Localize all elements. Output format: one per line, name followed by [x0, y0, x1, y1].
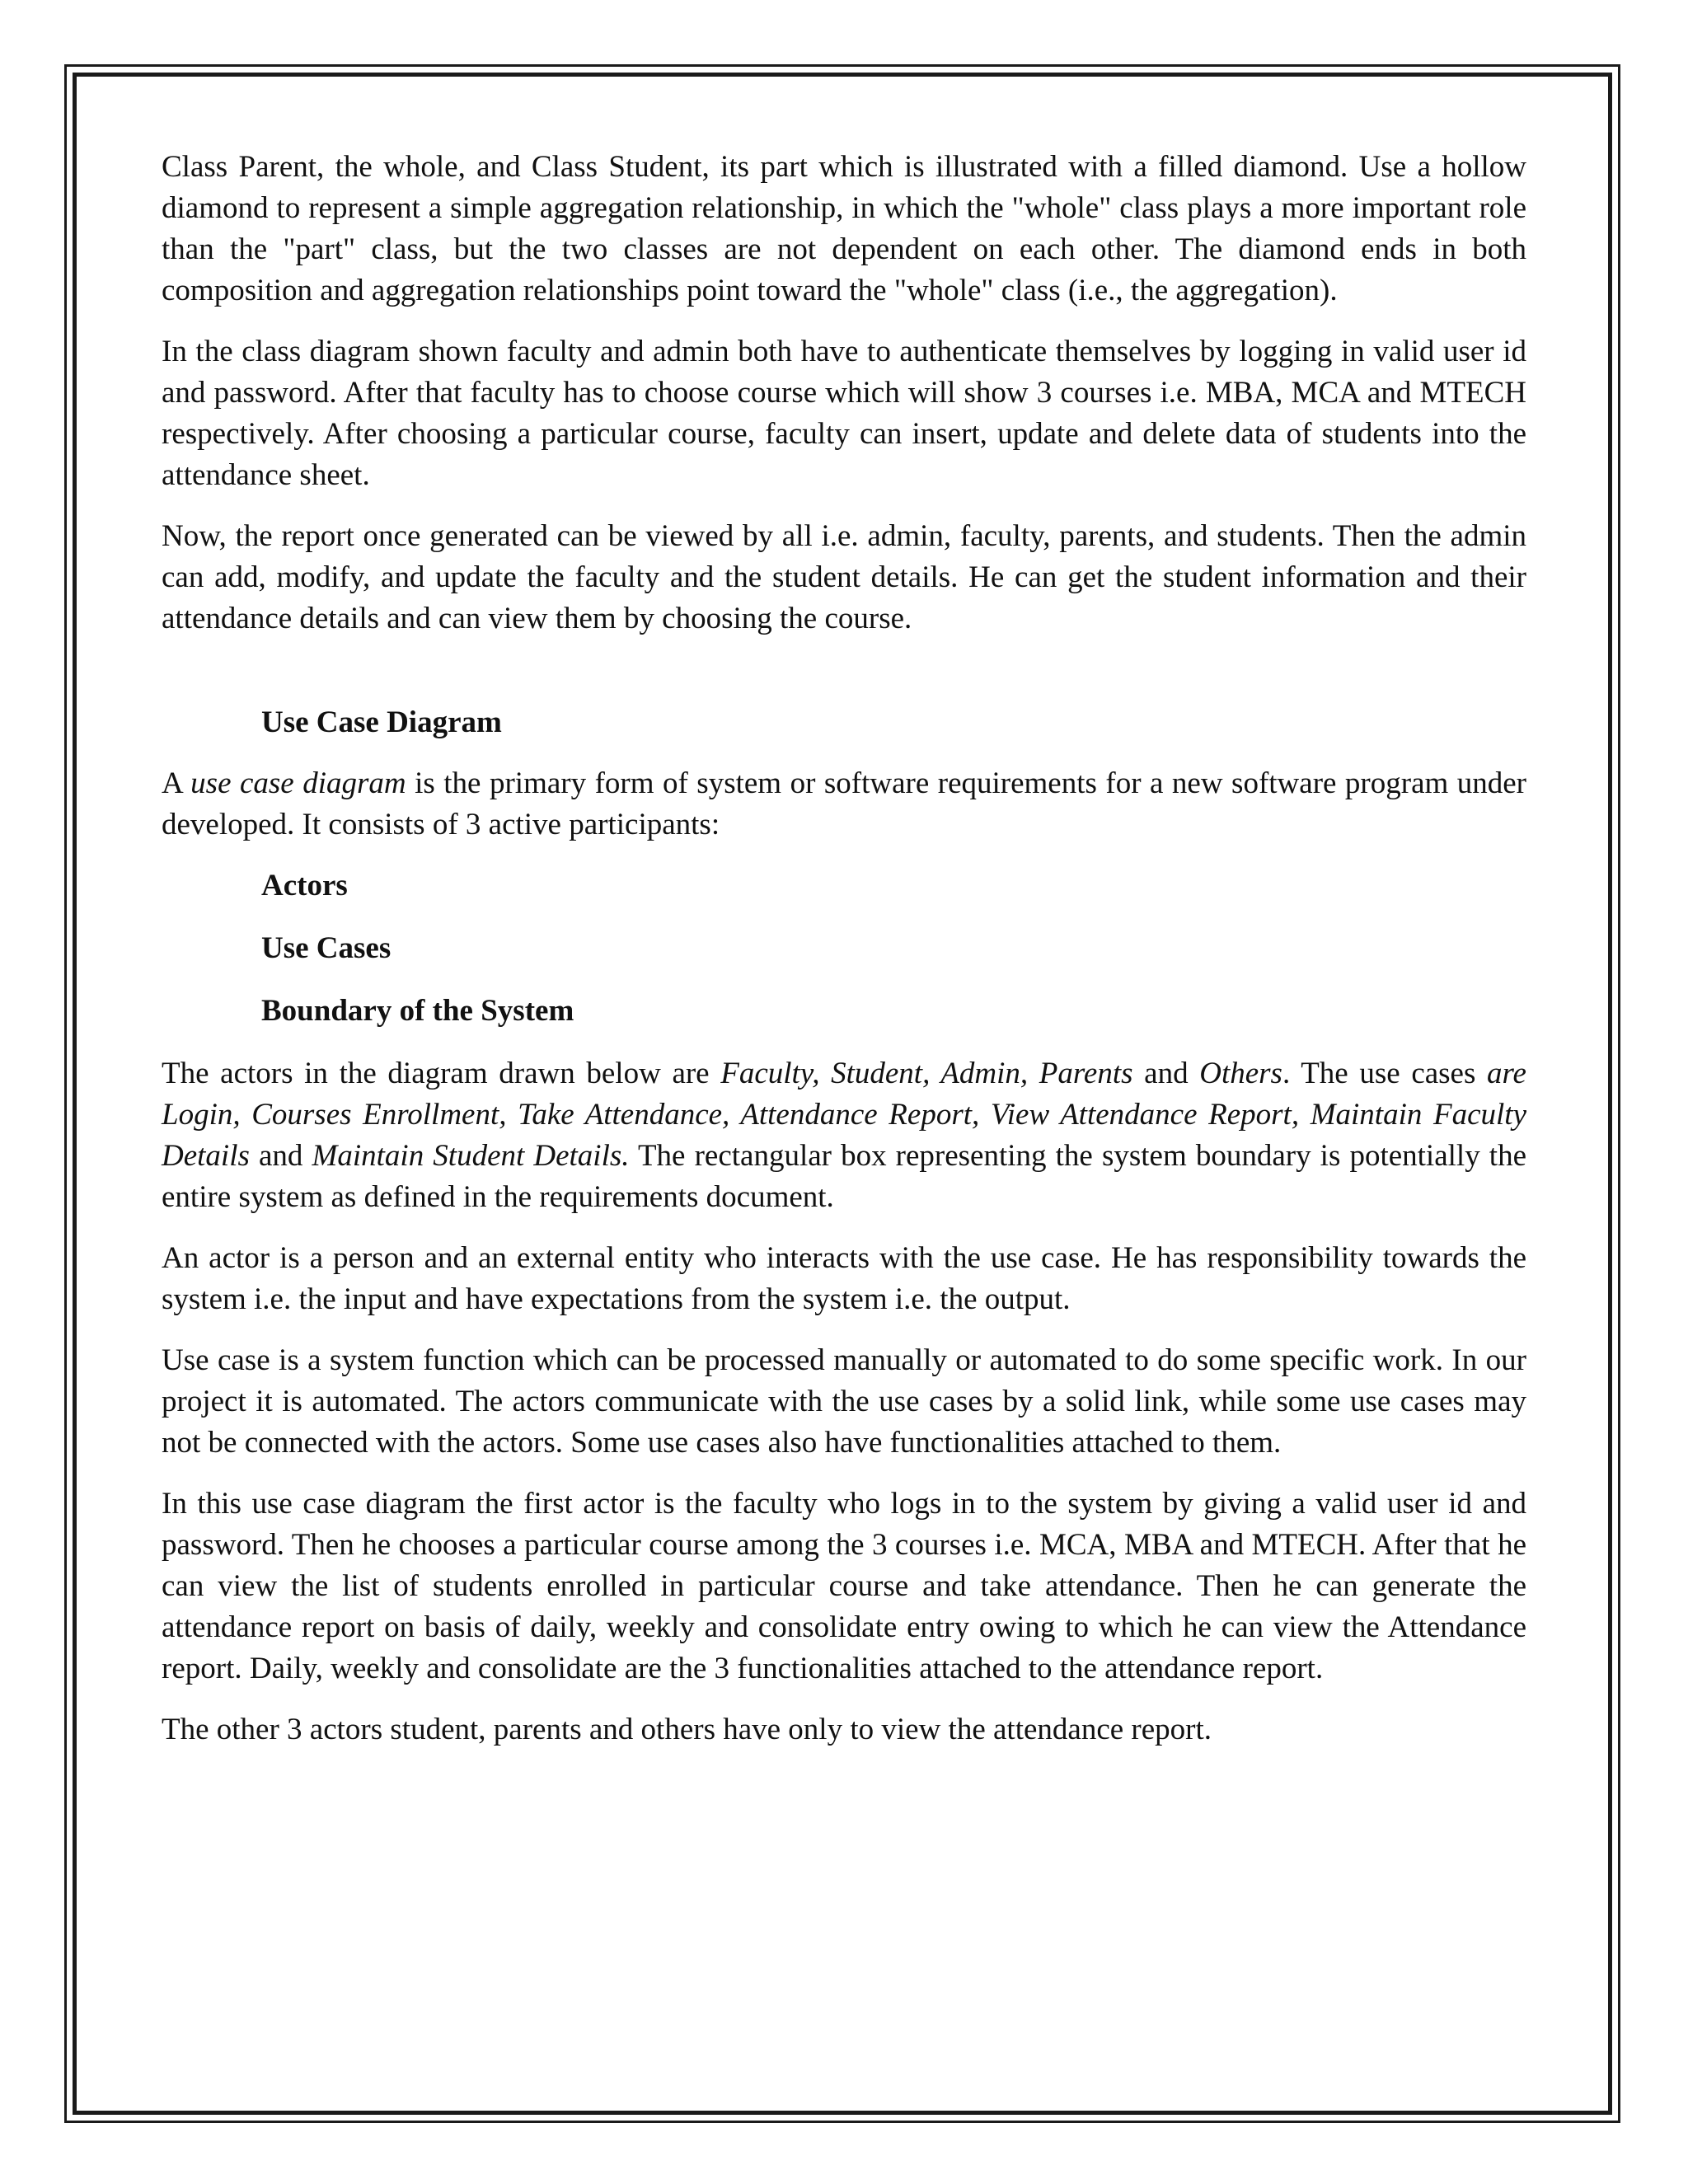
- paragraph-actor-definition: An actor is a person and an external entity who interacts with the use case. He has responsibility towards the system i.e. the input and have expectations from the system i.e. the output.: [162, 1241, 1526, 1316]
- actors-emphasis-1: Faculty, Student, Admin, Parents: [720, 1057, 1133, 1090]
- actors-text-3: . The use cases: [1282, 1057, 1488, 1090]
- intro-text-a: A: [162, 766, 191, 800]
- participant-use-cases: Use Cases: [261, 931, 392, 965]
- actors-emphasis-4: Maintain Student Details.: [312, 1139, 630, 1173]
- intro-emphasis: use case diagram: [190, 766, 406, 800]
- actors-text-2: and: [1132, 1057, 1200, 1090]
- paragraph-class-diagram: In the class diagram shown faculty and admin both have to authenticate themselves by logging in valid user id and password. After that faculty has to choose course which will show 3 courses i.e. MBA, MCA and MTECH respectively. After choosing a particular course, faculty can insert, update and delete data of students into the attendance sheet.: [162, 335, 1526, 492]
- paragraph-use-case-definition: Use case is a system function which can be processed manually or automated to do some specific work. In our project it is automated. The actors communicate with the use cases by a solid link, while some use cases may not be connected with the actors. Some use cases also have functionalities attached to them.: [162, 1343, 1526, 1460]
- actors-text-5: The rectangular box representing the system boundary is potentially the entire system as defined in the requirements document.: [162, 1139, 1526, 1214]
- paragraph-use-case-intro: [162, 763, 1526, 846]
- document-body: [162, 147, 1526, 1770]
- intro-text-b: is the primary form of system or software requirements for a new software program under developed. It consists of 3 active participants:: [162, 766, 1526, 841]
- paragraph-actors: [162, 1053, 1526, 1218]
- actors-emphasis-2: Others: [1199, 1057, 1282, 1090]
- actors-text-4: and: [249, 1139, 312, 1173]
- paragraph-faculty-flow: In this use case diagram the first actor is the faculty who logs in to the system by giving a valid user id and password. Then he chooses a particular course among the 3 courses i.e. MCA, MBA and MTECH. After that he can view the list of students enrolled in particular course and take attendance. Then he can generate the attendance report on basis of daily, weekly and consolidate entry owing to which he can view the Attendance report. Daily, weekly and consolidate are the 3 functionalities attached to the attendance report.: [162, 1487, 1526, 1685]
- paragraph-report: Now, the report once generated can be viewed by all i.e. admin, faculty, parents, and students. Then the admin can add, modify, and update the faculty and the student details. He can get the student information and their attendance details and can view them by choosing the course.: [162, 519, 1526, 635]
- section-heading: Use Case Diagram: [261, 705, 502, 739]
- paragraph-other-actors: The other 3 actors student, parents and others have only to view the attendance report.: [162, 1713, 1212, 1746]
- actors-emphasis-3: are Login, Courses Enrollment, Take Attendance, Attendance Report, View Attendance Report, Maintain Faculty Details: [162, 1057, 1526, 1173]
- participant-boundary: Boundary of the System: [261, 994, 574, 1028]
- participant-actors: Actors: [261, 869, 348, 902]
- paragraph-aggregation: Class Parent, the whole, and Class Student, its part which is illustrated with a filled diamond. Use a hollow diamond to represent a simple aggregation relationship, in which the "whole" class plays a more important role than the "part" class, but the two classes are not dependent on each other. The diamond ends in both composition and aggregation relationships point toward the "whole" class (i.e., the aggregation).: [162, 150, 1526, 307]
- actors-text-1: The actors in the diagram drawn below are: [162, 1057, 721, 1090]
